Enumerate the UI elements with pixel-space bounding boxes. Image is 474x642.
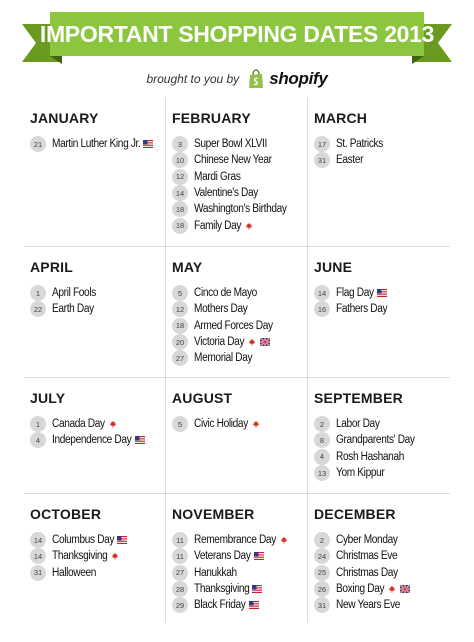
day-badge: 1 (30, 416, 46, 432)
month-cell-february (166, 98, 308, 247)
event-row (314, 532, 450, 548)
event-label: Black Friday (194, 599, 246, 612)
event-label: St. Patricks (336, 138, 383, 151)
event-label: Earth Day (52, 303, 94, 316)
month-heading: JANUARY (30, 110, 99, 126)
month-heading: FEBRUARY (172, 110, 251, 126)
event-row (314, 548, 450, 564)
event-row (172, 301, 307, 317)
month-cell-october (24, 494, 166, 622)
event-row (314, 565, 450, 581)
month-heading: MARCH (314, 110, 368, 126)
byline (0, 66, 474, 92)
month-heading: JULY (30, 390, 66, 406)
us-flag-icon (132, 436, 145, 444)
day-badge: 16 (314, 301, 330, 317)
event-label: Armed Forces Day (194, 319, 273, 332)
us-flag-icon (114, 536, 127, 544)
canada-flag-icon (384, 585, 397, 593)
day-badge: 14 (30, 548, 46, 564)
event-row (172, 565, 307, 581)
day-badge: 31 (30, 565, 46, 581)
byline-text: brought to you by (146, 72, 240, 86)
day-badge: 14 (314, 285, 330, 301)
day-badge: 5 (172, 285, 188, 301)
day-badge: 3 (172, 136, 188, 152)
calendar-grid (24, 98, 450, 622)
day-badge: 2 (314, 532, 330, 548)
event-label: Hanukkah (194, 566, 237, 579)
event-row (172, 597, 307, 613)
canada-flag-icon (105, 420, 118, 428)
us-flag-icon (246, 601, 259, 609)
event-label: Grandparents' Day (336, 434, 415, 447)
flag-group (384, 585, 410, 593)
event-label: Easter (336, 154, 364, 167)
event-label: Martin Luther King Jr. (52, 138, 141, 151)
day-badge: 14 (30, 532, 46, 548)
day-badge: 31 (314, 597, 330, 613)
event-row (172, 350, 307, 366)
event-label: Victoria Day (194, 336, 245, 349)
day-badge: 4 (30, 432, 46, 448)
us-flag-icon (251, 552, 264, 560)
event-row (30, 548, 165, 564)
banner-body (39, 12, 435, 56)
canada-flag-icon (107, 552, 120, 560)
event-row (30, 565, 165, 581)
month-cell-july (24, 378, 166, 494)
event-label: Halloween (52, 566, 97, 579)
month-heading: MAY (172, 259, 203, 275)
flag-group (249, 585, 262, 593)
flag-group (107, 552, 120, 560)
uk-flag-icon (397, 585, 410, 593)
event-row (30, 432, 165, 448)
event-label: Remembrance Day (194, 534, 276, 547)
flag-group (251, 552, 264, 560)
day-badge: 22 (30, 301, 46, 317)
month-heading: AUGUST (172, 390, 233, 406)
day-badge: 27 (172, 565, 188, 581)
uk-flag-icon (257, 338, 270, 346)
event-row (172, 532, 307, 548)
day-badge: 10 (172, 152, 188, 168)
event-row (30, 136, 165, 152)
event-row (172, 285, 307, 301)
shopping-bag-icon (247, 69, 265, 89)
flag-group (140, 140, 153, 148)
event-label: New Years Eve (336, 599, 401, 612)
day-badge: 12 (172, 301, 188, 317)
event-row (172, 185, 307, 201)
month-heading: APRIL (30, 259, 73, 275)
day-badge: 14 (172, 185, 188, 201)
flag-group (241, 222, 254, 230)
day-badge: 13 (314, 465, 330, 481)
title-banner (22, 12, 452, 64)
day-badge: 28 (172, 581, 188, 597)
event-label: Boxing Day (336, 583, 385, 596)
month-cell-november (166, 494, 308, 622)
event-label: Mothers Day (194, 303, 248, 316)
event-row (172, 136, 307, 152)
event-label: Fathers Day (336, 303, 388, 316)
event-label: Memorial Day (194, 352, 253, 365)
event-label: Yom Kippur (336, 467, 385, 480)
canada-flag-icon (248, 420, 261, 428)
event-row (172, 169, 307, 185)
event-label: Super Bowl XLVII (194, 138, 267, 151)
day-badge: 27 (172, 350, 188, 366)
day-badge: 24 (314, 548, 330, 564)
event-label: Flag Day (336, 287, 374, 300)
event-row (314, 301, 450, 317)
month-cell-september (308, 378, 450, 494)
event-label: Mardi Gras (194, 170, 241, 183)
event-row (172, 152, 307, 168)
event-row (314, 597, 450, 613)
day-badge: 1 (30, 285, 46, 301)
day-badge: 11 (172, 548, 188, 564)
us-flag-icon (374, 289, 387, 297)
flag-group (114, 536, 127, 544)
brand-logo: shopify (269, 69, 328, 88)
event-row (314, 285, 450, 301)
canada-flag-icon (244, 338, 257, 346)
day-badge: 12 (172, 169, 188, 185)
flag-group (244, 338, 270, 346)
canada-flag-icon (276, 536, 289, 544)
month-heading: OCTOBER (30, 506, 102, 522)
day-badge: 8 (314, 432, 330, 448)
event-label: Thanksgiving (194, 583, 250, 596)
event-row (314, 449, 450, 465)
us-flag-icon (140, 140, 153, 148)
event-row (30, 416, 165, 432)
event-row (30, 301, 165, 317)
event-row (172, 201, 307, 217)
us-flag-icon (249, 585, 262, 593)
event-label: Christmas Day (336, 566, 398, 579)
event-row (314, 465, 450, 481)
event-label: Chinese New Year (194, 154, 272, 167)
event-row (172, 318, 307, 334)
month-cell-august (166, 378, 308, 494)
event-row (30, 532, 165, 548)
event-label: Cyber Monday (336, 534, 398, 547)
month-heading: JUNE (314, 259, 353, 275)
day-badge: 18 (172, 218, 188, 234)
event-label: Rosh Hashanah (336, 450, 405, 463)
event-label: Cinco de Mayo (194, 287, 257, 300)
month-cell-january (24, 98, 166, 247)
event-label: Civic Holiday (194, 418, 248, 431)
month-cell-may (166, 247, 308, 378)
month-cell-march (308, 98, 450, 247)
event-label: Washington's Birthday (194, 203, 287, 216)
event-row (172, 548, 307, 564)
day-badge: 20 (172, 334, 188, 350)
event-label: Valentine's Day (194, 187, 258, 200)
event-row (314, 136, 450, 152)
canada-flag-icon (241, 222, 254, 230)
day-badge: 26 (314, 581, 330, 597)
day-badge: 31 (314, 152, 330, 168)
flag-group (276, 536, 289, 544)
event-row (314, 416, 450, 432)
event-row (172, 416, 307, 432)
event-label: Thanksgiving (52, 550, 108, 563)
day-badge: 18 (172, 318, 188, 334)
event-label: Columbus Day (52, 534, 115, 547)
day-badge: 5 (172, 416, 188, 432)
page-title: IMPORTANT SHOPPING DATES 2013 (39, 20, 435, 47)
day-badge: 29 (172, 597, 188, 613)
month-heading: DECEMBER (314, 506, 396, 522)
day-badge: 2 (314, 416, 330, 432)
event-label: Independence Day (52, 434, 132, 447)
flag-group (105, 420, 118, 428)
flag-group (248, 420, 261, 428)
day-badge: 18 (172, 201, 188, 217)
event-row (172, 334, 307, 350)
day-badge: 17 (314, 136, 330, 152)
month-cell-april (24, 247, 166, 378)
event-label: Veterans Day (194, 550, 251, 563)
flag-group (132, 436, 145, 444)
event-label: April Fools (52, 287, 96, 300)
day-badge: 25 (314, 565, 330, 581)
event-row (172, 581, 307, 597)
month-cell-june (308, 247, 450, 378)
day-badge: 11 (172, 532, 188, 548)
event-label: Christmas Eve (336, 550, 398, 563)
event-row (314, 581, 450, 597)
month-heading: SEPTEMBER (314, 390, 403, 406)
event-row (30, 285, 165, 301)
event-row (314, 152, 450, 168)
flag-group (374, 289, 387, 297)
event-label: Canada Day (52, 418, 105, 431)
day-badge: 21 (30, 136, 46, 152)
event-label: Family Day (194, 219, 242, 232)
flag-group (246, 601, 259, 609)
event-label: Labor Day (336, 418, 380, 431)
month-cell-december (308, 494, 450, 622)
event-row (314, 432, 450, 448)
day-badge: 4 (314, 449, 330, 465)
event-row (172, 217, 307, 233)
month-heading: NOVEMBER (172, 506, 255, 522)
